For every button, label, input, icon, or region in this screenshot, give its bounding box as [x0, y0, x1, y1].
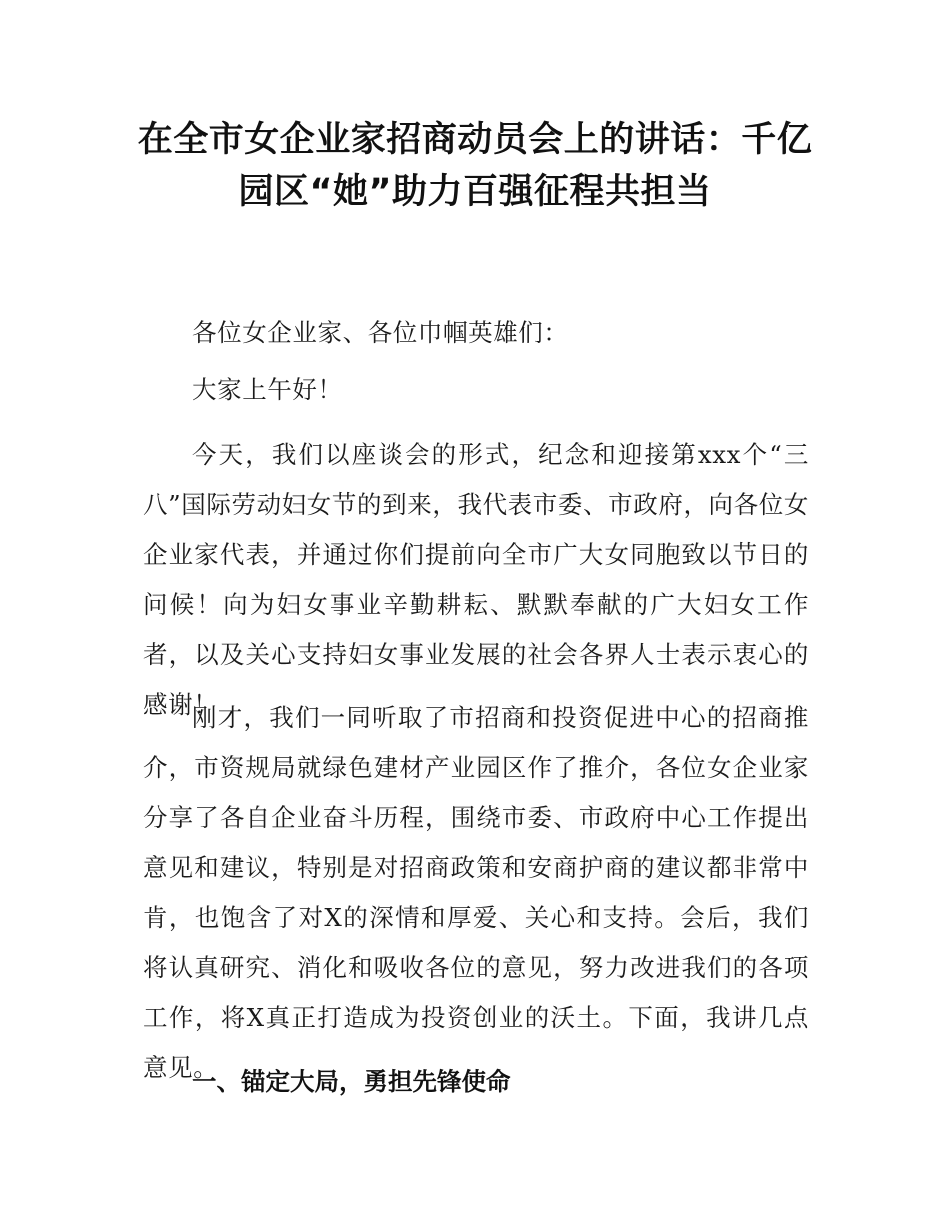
body-paragraph-2: 刚才，我们一同听取了市招商和投资促进中心的招商推介，市资规局就绿色建材产业园区作了推介，各位女企业家分享了各自企业奋斗历程，围绕市委、市政府中心工作提出意见和建议，特别是对招商政策和安商护商的建议都非常中肯，也饱含了对X的深情和厚爱、关心和支持。会后，我们将认真研究、消化和吸收各位的意见，努力改进我们的各项工作，将X真正打造成为投资创业的沃土。下面，我讲几点意见。 [143, 703, 809, 1082]
document-title [120, 114, 830, 218]
greeting: 大家上午好！ [192, 375, 343, 404]
salutation: 各位女企业家、各位巾帼英雄们： [192, 318, 569, 347]
section-heading: 一、锚定大局，勇担先锋使命 [192, 1067, 511, 1096]
title-line-2: 园区“她”助力百强征程共担当 [238, 172, 712, 212]
body-paragraph-1: 今天，我们以座谈会的形式，纪念和迎接第xxx个“三八”国际劳动妇女节的到来，我代表市委、市政府，向各位女企业家代表，并通过你们提前向全市广大女同胞致以节日的问候！向为妇女事业辛勤耕耘、默默奉献的广大妇女工作者，以及关心支持妇女事业发展的社会各界人士表示衷心的感谢！ [143, 440, 809, 719]
title-line-1: 在全市女企业家招商动员会上的讲话：千亿 [137, 120, 813, 160]
